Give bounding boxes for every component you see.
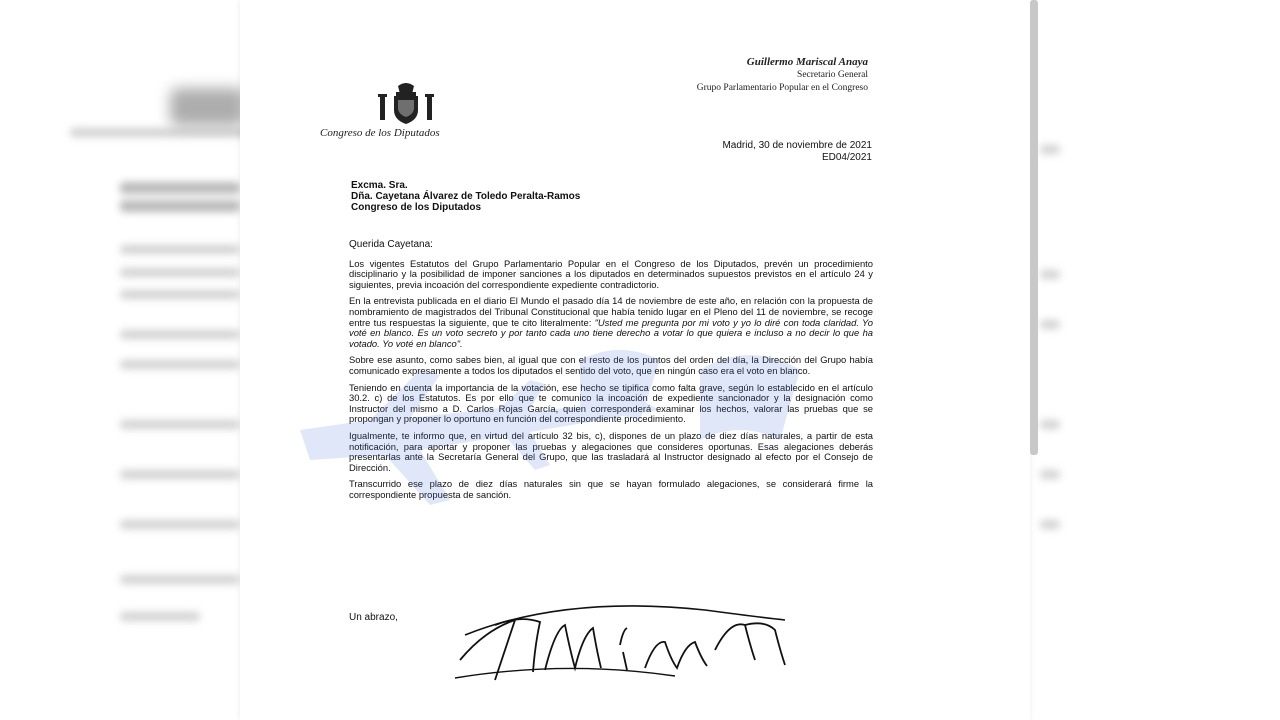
sender-block bbox=[697, 56, 868, 95]
paragraph: Sobre ese asunto, como sabes bien, al igual que con el resto de los puntos del orden del día, la Dirección del Grupo había comunicado expresamente a todos los diputados el sentido del voto, que en ningún caso era el voto en blanco. bbox=[349, 354, 873, 376]
blurred-line bbox=[1040, 520, 1060, 529]
blurred-line bbox=[120, 268, 240, 277]
blurred-line bbox=[120, 360, 240, 369]
blurred-line bbox=[70, 128, 250, 137]
letter-body bbox=[349, 240, 873, 506]
vertical-scrollbar[interactable] bbox=[1030, 0, 1038, 455]
sender-title: Secretario General bbox=[797, 70, 868, 80]
paragraph: Igualmente, te informo que, en virtud del artículo 32 bis, c), dispones de un plazo de diez días naturales, a partir de esta notificación, para aportar y proponer las pruebas y alegaciones que consideres oportunas. Esas alegaciones deberás presentarlas ante la Secretaría General del Grupo, que las trasladará al Instructor designado al efecto por el Consejo de Dirección. bbox=[349, 429, 873, 473]
blurred-line bbox=[120, 575, 240, 584]
addressee-line: Dña. Cayetana Álvarez de Toledo Peralta-Ramos bbox=[351, 191, 581, 202]
reference-number: ED04/2021 bbox=[821, 152, 872, 163]
institution-name: Congreso de los Diputados bbox=[320, 127, 440, 139]
blurred-line bbox=[120, 420, 240, 429]
paragraph-text: En la entrevista publicada en el diario El Mundo el pasado día 14 de noviembre de este año, en relación con la propuesta de nombramiento de magistrados del Tribunal Constitucional que había tenido lugar en el Pleno del 11 de noviembre, se recoge entre tus respuestas la siguiente, que te cito literalmente: bbox=[349, 295, 873, 328]
blurred-line bbox=[1040, 420, 1060, 429]
coat-of-arms-icon bbox=[376, 82, 436, 126]
addressee-line: Congreso de los Diputados bbox=[351, 202, 482, 213]
addressee-block bbox=[351, 180, 580, 213]
paragraph: Los vigentes Estatutos del Grupo Parlamentario Popular en el Congreso de los Diputados, prevén un procedimiento disciplinario y la posibilidad de imponer sanciones a los diputados en determinados supuestos previstos en el artículo 24 y siguientes, previa incoación del correspondiente expediente contradictorio. bbox=[349, 257, 873, 290]
sender-group: Grupo Parlamentario Popular en el Congreso bbox=[696, 83, 868, 93]
blurred-line bbox=[1040, 470, 1060, 479]
quote: "Usted me pregunta por mi voto y yo lo diré con toda claridad. Yo voté en blanco. Es un voto secreto y por tanto cada uno tiene derecho a votar lo que quiera e incluso a no decir lo que ha votado. Yo voté en blanco". bbox=[349, 316, 873, 349]
blurred-line bbox=[120, 245, 240, 254]
closing: Un abrazo, bbox=[349, 612, 398, 623]
blurred-line bbox=[120, 470, 240, 479]
blurred-line bbox=[1040, 270, 1060, 279]
place-date: Madrid, 30 de noviembre de 2021 bbox=[722, 140, 872, 151]
blurred-line bbox=[120, 520, 240, 529]
paragraph bbox=[349, 296, 873, 349]
blurred-line bbox=[120, 182, 240, 194]
blurred-line bbox=[120, 330, 240, 339]
blurred-line bbox=[120, 200, 240, 212]
addressee-line: Excma. Sra. bbox=[351, 180, 408, 191]
paragraph: Transcurrido ese plazo de diez días naturales sin que se hayan formulado alegaciones, se considerará firme la correspondiente propuesta de sanción. bbox=[349, 478, 873, 500]
letter-page bbox=[240, 0, 1030, 720]
date-block bbox=[722, 140, 872, 164]
blurred-line bbox=[1040, 145, 1060, 154]
blurred-line bbox=[120, 612, 200, 621]
blurred-crest bbox=[170, 88, 245, 126]
blurred-line bbox=[1040, 320, 1060, 329]
signature-icon bbox=[445, 590, 825, 690]
paragraph: Teniendo en cuenta la importancia de la votación, ese hecho se tipifica como falta grave, según lo establecido en el artículo 30.2. c) de los Estatutos. Es por ello que te comunico la incoación de expediente sancionador y la designación como Instructor del mismo a D. Carlos Rojas García, quien corresponderá examinar los hechos, valorar las pruebas que se propongan y proponer lo oportuno en función del correspondiente procedimiento. bbox=[349, 381, 873, 425]
blurred-line bbox=[120, 290, 240, 299]
sender-name: Guillermo Mariscal Anaya bbox=[746, 56, 868, 68]
greeting: Querida Cayetana: bbox=[349, 239, 433, 250]
